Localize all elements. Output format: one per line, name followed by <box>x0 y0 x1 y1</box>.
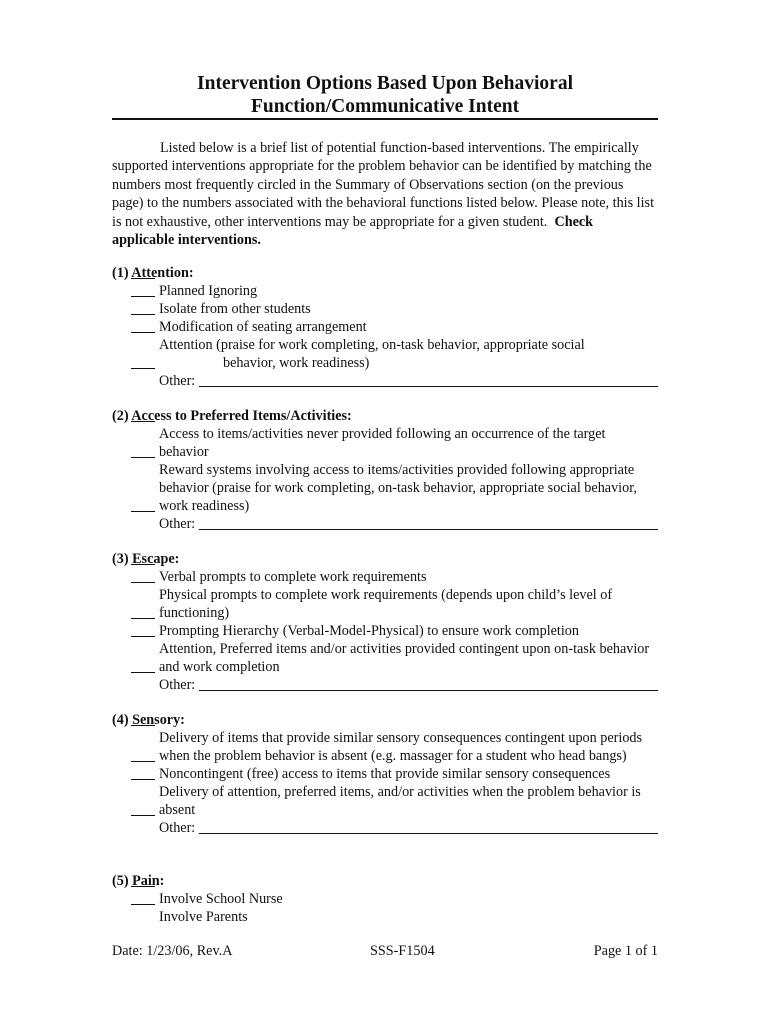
checklist-item[interactable] <box>112 890 658 908</box>
item-text: Planned Ignoring <box>159 283 258 299</box>
item-text: Noncontingent (free) access to items that provide similar sensory consequences <box>159 766 611 782</box>
item-text: Access to items/activities never provided following an occurrence of the target behavior <box>159 426 606 460</box>
item-text: Involve School Nurse <box>159 891 283 907</box>
section-heading: (3) Escape: <box>112 551 180 567</box>
item-text: Isolate from other students <box>159 301 311 317</box>
item-text: Attention, Preferred items and/or activities provided contingent upon on-task behavior and work completion <box>159 641 650 675</box>
other-write-in-line[interactable] <box>199 386 658 387</box>
section-heading: (5) Pain: <box>112 873 165 889</box>
item-text: Prompting Hierarchy (Verbal-Model-Physical) to ensure work completion <box>159 623 579 639</box>
section-access-preferred <box>112 407 658 533</box>
other-item[interactable] <box>112 372 658 390</box>
item-text-continued: behavior, work readiness) <box>223 355 370 371</box>
checklist-item[interactable] <box>112 336 658 372</box>
item-text: Delivery of items that provide similar sensory consequences contingent upon periods when the problem behavior is absent (e.g. massager for a student who head bangs) <box>159 730 643 764</box>
intro-text: Listed below is a brief list of potential function-based interventions. The empirically supported interventions appropriate for the problem behavior can be identified by matching the numbers most frequently circled in the Summary of Observations section (on the previous page) to the numbers associated with the behavioral functions listed below. Please note, this list is not exhaustive, other interventions may be appropriate for a given student. <box>112 140 655 230</box>
other-label: Other: <box>159 373 196 389</box>
checklist-item[interactable] <box>112 282 658 300</box>
checklist-item[interactable] <box>112 640 658 676</box>
item-text: Verbal prompts to complete work requirements <box>159 569 427 585</box>
other-item[interactable] <box>112 515 658 533</box>
section-heading: (4) Sensory: <box>112 712 185 728</box>
item-text: Involve Parents <box>159 909 248 925</box>
intro-instruction: Check applicable interventions. <box>112 213 594 249</box>
checklist-item[interactable] <box>112 586 658 622</box>
checklist-item[interactable] <box>112 425 658 461</box>
other-label: Other: <box>159 516 196 532</box>
section-sensory <box>112 711 658 837</box>
page-title <box>0 72 770 118</box>
item-text: Reward systems involving access to items/activities provided following appropriate behavior (praise for work completing, on-task behavior, appropriate social behavior, work readiness) <box>159 462 637 514</box>
other-item[interactable] <box>112 819 658 837</box>
other-write-in-line[interactable] <box>199 690 658 691</box>
item-text: Physical prompts to complete work requirements (depends upon child’s level of functioning) <box>159 587 613 621</box>
other-write-in-line[interactable] <box>199 833 658 834</box>
title-line-2: Function/Communicative Intent <box>250 96 520 117</box>
section-heading: (1) Attention: <box>112 265 194 281</box>
footer-page-number: Page 1 of 1 <box>593 943 658 959</box>
other-write-in-line[interactable] <box>199 529 658 530</box>
section-attention <box>112 264 658 390</box>
other-item[interactable] <box>112 676 658 694</box>
other-label: Other: <box>159 677 196 693</box>
checklist-item[interactable] <box>112 783 658 819</box>
checklist-item[interactable] <box>112 318 658 336</box>
checklist-item[interactable] <box>112 908 658 926</box>
section-pain <box>112 872 658 926</box>
intro-paragraph <box>112 139 658 249</box>
checklist-item[interactable] <box>112 765 658 783</box>
footer-date: Date: 1/23/06, Rev.A <box>112 943 233 959</box>
section-heading: (2) Access to Preferred Items/Activities: <box>112 408 352 424</box>
checklist-item[interactable] <box>112 729 658 765</box>
title-divider <box>112 118 658 120</box>
section-escape <box>112 550 658 694</box>
checklist-item[interactable] <box>112 568 658 586</box>
footer-form-number: SSS-F1504 <box>370 943 435 959</box>
item-text: Modification of seating arrangement <box>159 319 367 335</box>
checklist-item[interactable] <box>112 461 658 515</box>
checklist-item[interactable] <box>112 622 658 640</box>
item-text: Attention (praise for work completing, on-task behavior, appropriate social <box>159 337 585 353</box>
other-label: Other: <box>159 820 196 836</box>
item-text: Delivery of attention, preferred items, and/or activities when the problem behavior is absent <box>159 784 641 818</box>
checklist-item[interactable] <box>112 300 658 318</box>
title-line-1: Intervention Options Based Upon Behavioral <box>197 73 573 94</box>
